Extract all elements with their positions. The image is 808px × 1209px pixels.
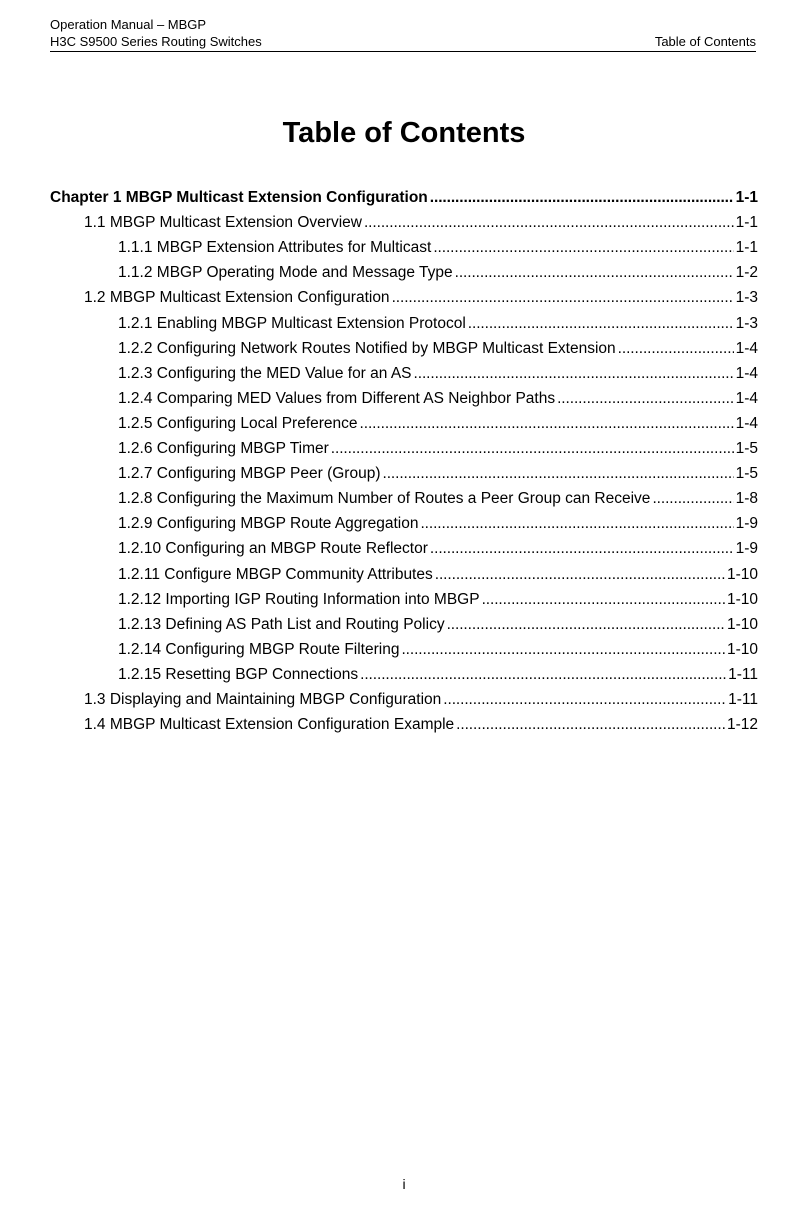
toc-entry-page: 1-3 [735,289,758,306]
toc-entry-page: 1-2 [735,264,758,281]
toc-entry-page: 1-1 [735,214,758,231]
toc-dot-leader [652,488,733,510]
toc-entry-label: 1.2.7 Configuring MBGP Peer (Group) [118,465,381,482]
toc-entry[interactable] [118,488,758,510]
toc-entry-page: 1-8 [735,490,758,507]
toc-dot-leader [557,388,734,410]
toc-entry-label: 1.2.13 Defining AS Path List and Routing Policy [118,616,445,633]
toc-entry-page: 1-3 [735,315,758,332]
toc-entry[interactable] [118,438,758,460]
toc-dot-leader [382,463,733,485]
toc-entry[interactable] [118,363,758,385]
toc-entry-page: 1-12 [726,716,758,733]
page-title: Table of Contents [282,117,526,149]
toc-dot-leader [443,689,726,711]
toc-dot-leader [414,363,734,385]
toc-entry-page: 1-9 [735,540,758,557]
toc-entry[interactable] [118,564,758,586]
toc-entry-page: 1-4 [735,390,758,407]
toc-entry-page: 1-4 [735,365,758,382]
toc-entry[interactable] [118,463,758,485]
toc-dot-leader [364,212,734,234]
toc-entry-page: 1-1 [735,239,758,256]
toc-entry-label: 1.2.11 Configure MBGP Community Attributes [118,566,433,583]
toc-entry-label: 1.1 MBGP Multicast Extension Overview [84,214,362,231]
toc-dot-leader [447,614,725,636]
toc-entry-page: 1-11 [728,666,758,683]
toc-entry[interactable] [84,689,758,711]
toc-entry-label: Chapter 1 MBGP Multicast Extension Configuration [50,189,428,206]
toc-entry-label: 1.2.1 Enabling MBGP Multicast Extension Protocol [118,315,466,332]
page-number: i [402,1176,406,1192]
toc-entry-label: 1.2.9 Configuring MBGP Route Aggregation [118,515,419,532]
toc-dot-leader [482,589,725,611]
toc-dot-leader [331,438,734,460]
toc-dot-leader [455,262,734,284]
toc-entry-label: 1.2.12 Importing IGP Routing Information into MBGP [118,591,480,608]
toc-dot-leader [420,513,733,535]
toc-entry-label: 1.3 Displaying and Maintaining MBGP Configuration [84,691,442,708]
toc-dot-leader [433,237,733,259]
header-product-name: H3C S9500 Series Routing Switches [50,34,262,49]
toc-entry[interactable] [84,714,758,736]
toc-entry[interactable] [118,614,758,636]
toc-entry-label: 1.2.6 Configuring MBGP Timer [118,440,329,457]
header-section-name: Table of Contents [654,34,756,49]
toc-entry-page: 1-10 [726,566,758,583]
toc-entry[interactable] [118,313,758,335]
toc-entry[interactable] [118,338,758,360]
toc-dot-leader [430,538,734,560]
toc-entry-page: 1-10 [726,641,758,658]
toc-dot-leader [435,564,725,586]
toc-entry-label: 1.2.14 Configuring MBGP Route Filtering [118,641,400,658]
toc-entry-label: 1.2.4 Comparing MED Values from Different AS Neighbor Paths [118,390,556,407]
toc-entry-page: 1-9 [735,515,758,532]
toc-dot-leader [401,639,725,661]
toc-entry-label: 1.2.5 Configuring Local Preference [118,415,358,432]
toc-entry-page: 1-5 [735,465,758,482]
toc-entry[interactable] [118,538,758,560]
toc-entry-label: 1.1.2 MBGP Operating Mode and Message Type [118,264,453,281]
toc-entry-label: 1.2.8 Configuring the Maximum Number of Routes a Peer Group can Receive [118,490,651,507]
toc-entry[interactable] [84,212,758,234]
toc-entry[interactable] [118,388,758,410]
toc-entry-label: 1.2.10 Configuring an MBGP Route Reflector [118,540,428,557]
toc-entry-page: 1-11 [728,691,758,708]
toc-entry-page: 1-4 [735,340,758,357]
toc-entry-label: 1.2.15 Resetting BGP Connections [118,666,359,683]
toc-entry-page: 1-5 [735,440,758,457]
toc-entry[interactable] [118,664,758,686]
toc-entry-label: 1.2 MBGP Multicast Extension Configuration [84,289,390,306]
toc-entry-label: 1.2.2 Configuring Network Routes Notified by MBGP Multicast Extension [118,340,616,357]
toc-dot-leader [430,187,734,209]
toc-entry-page: 1-10 [726,616,758,633]
toc-dot-leader [392,287,734,309]
toc-entry[interactable] [118,413,758,435]
toc-dot-leader [618,338,734,360]
toc-entry[interactable] [118,262,758,284]
toc-entry[interactable] [118,237,758,259]
header-manual-title: Operation Manual – MBGP [50,17,207,32]
toc-entry-label: 1.1.1 MBGP Extension Attributes for Multicast [118,239,432,256]
page-header [50,16,756,52]
toc-dot-leader [360,413,734,435]
toc-entry[interactable] [118,589,758,611]
toc-entry-page: 1-4 [735,415,758,432]
toc-entry-label: 1.4 MBGP Multicast Extension Configuration Example [84,716,455,733]
toc-entry-page: 1-1 [735,189,758,206]
toc-entry[interactable] [118,639,758,661]
toc-dot-leader [360,664,726,686]
toc-entry[interactable] [50,187,758,209]
toc-entry-label: 1.2.3 Configuring the MED Value for an AS [118,365,412,382]
toc-dot-leader [468,313,734,335]
toc-entry-page: 1-10 [726,591,758,608]
toc-entry[interactable] [118,513,758,535]
toc-dot-leader [456,714,725,736]
toc-entry[interactable] [84,287,758,309]
